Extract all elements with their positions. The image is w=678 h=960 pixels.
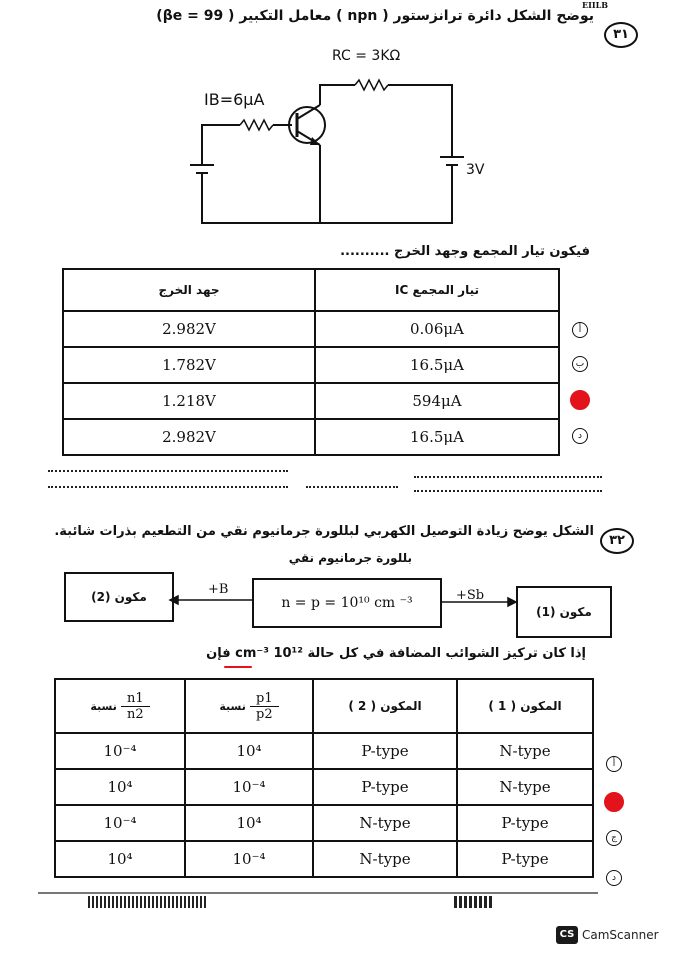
header-ic: تيار المجمع IC — [315, 269, 559, 311]
component-2-cell: P-type — [313, 733, 457, 769]
header-component-2: المكون ( 2 ) — [313, 679, 457, 733]
qr-graphic — [454, 896, 494, 908]
q31-question: فيكون تيار المجمع وجهد الخرج .......... — [340, 244, 590, 259]
answer-line — [414, 476, 602, 480]
camscanner-logo: CS — [556, 926, 578, 944]
ib-label: IB=6μA — [204, 90, 265, 109]
vout-cell: 2.982V — [63, 419, 315, 455]
header-p-ratio: نسبة $\frac{p1}{p2}$ — [185, 679, 313, 733]
q31-answer-table — [62, 268, 560, 456]
red-underline — [224, 666, 252, 668]
component-1-box: مكون (1) — [516, 586, 612, 638]
right-arrow-label: +Sb — [456, 588, 485, 603]
ic-cell: 0.06μA — [315, 311, 559, 347]
vout-cell: 1.218V — [63, 383, 315, 419]
option-radio[interactable]: ج — [606, 830, 622, 846]
q32-answer-table — [54, 678, 594, 878]
vout-cell: 2.982V — [63, 311, 315, 347]
ic-cell: 594μA — [315, 383, 559, 419]
q32-prompt-line2: بللورة جرمانيوم نقي — [288, 551, 412, 565]
table-row — [63, 383, 559, 419]
germanium-crystal-box: n = p = 10¹⁰ cm ⁻³ — [252, 578, 442, 628]
table-row — [55, 769, 593, 805]
table-row — [55, 841, 593, 877]
barcode-graphic — [88, 896, 208, 908]
n-ratio-cell: 10⁴ — [55, 841, 185, 877]
header-n-ratio: نسبة $\frac{n1}{n2}$ — [55, 679, 185, 733]
header-component-1: المكون ( 1 ) — [457, 679, 593, 733]
table-row — [63, 311, 559, 347]
answer-line — [306, 486, 398, 490]
table-row — [55, 805, 593, 841]
n-ratio-cell: 10⁻⁴ — [55, 805, 185, 841]
component-2-cell: P-type — [313, 769, 457, 805]
p-ratio-cell: 10⁴ — [185, 805, 313, 841]
q31-circuit-diagram — [180, 45, 510, 235]
p-ratio-cell: 10⁴ — [185, 733, 313, 769]
answer-line — [48, 486, 288, 490]
option-radio[interactable]: د — [572, 428, 588, 444]
option-radio[interactable]: د — [606, 870, 622, 886]
ic-cell: 16.5μA — [315, 419, 559, 455]
q31-number: ٣١ — [604, 22, 638, 48]
q32-number: ٣٢ — [600, 528, 634, 554]
answer-line — [414, 490, 602, 494]
option-radio[interactable]: أ — [606, 756, 622, 772]
option-radio-selected[interactable]: ج — [570, 390, 590, 410]
vcc-label: 3V — [466, 162, 485, 178]
q32-question: إذا كان تركيز الشوائب المضافة في كل حالة 10¹² cm⁻³ فإن — [206, 646, 586, 661]
component-1-cell: N-type — [457, 769, 593, 805]
rc-label: RC = 3KΩ — [332, 48, 401, 64]
table-row — [63, 419, 559, 455]
option-radio-selected[interactable]: ب — [604, 792, 624, 812]
component-1-cell: P-type — [457, 841, 593, 877]
q32-prompt-line1: الشكل يوضح زيادة التوصيل الكهربي لبللورة جرمانيوم نقي من التطعيم بذرات شائبة. — [54, 524, 594, 539]
component-1-cell: P-type — [457, 805, 593, 841]
component-2-box: مكون (2) — [64, 572, 174, 622]
component-2-cell: N-type — [313, 841, 457, 877]
table-row — [55, 733, 593, 769]
vout-cell: 1.782V — [63, 347, 315, 383]
top-fragment: EIILB — [582, 0, 608, 10]
answer-line — [48, 470, 288, 474]
option-radio[interactable]: ب — [572, 356, 588, 372]
component-1-cell: N-type — [457, 733, 593, 769]
p-ratio-cell: 10⁻⁴ — [185, 841, 313, 877]
p-ratio-cell: 10⁻⁴ — [185, 769, 313, 805]
ic-cell: 16.5μA — [315, 347, 559, 383]
component-2-cell: N-type — [313, 805, 457, 841]
option-radio[interactable]: أ — [572, 322, 588, 338]
table-row — [63, 347, 559, 383]
left-arrow-label: +B — [208, 582, 229, 597]
q31-prompt: يوضح الشكل دائرة ترانزستور ( npn ) معامل التكبير ( 99 = βe) — [156, 8, 594, 24]
n-ratio-cell: 10⁴ — [55, 769, 185, 805]
n-ratio-cell: 10⁻⁴ — [55, 733, 185, 769]
header-vout: جهد الخرج — [63, 269, 315, 311]
camscanner-watermark: CamScanner — [582, 928, 659, 942]
